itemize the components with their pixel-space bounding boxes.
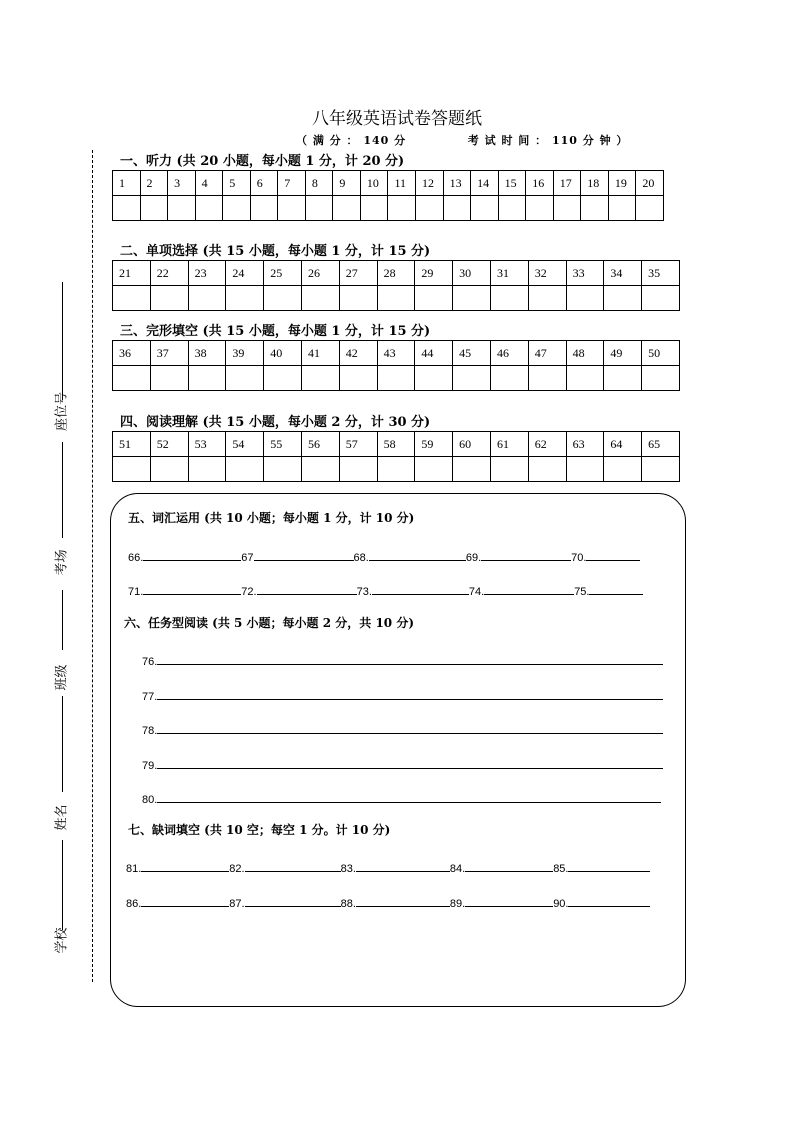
answer-cell[interactable] xyxy=(339,457,377,482)
exam-info xyxy=(296,132,628,148)
answer-blank[interactable] xyxy=(465,896,553,907)
blank-number-label: 89. xyxy=(449,898,466,910)
question-number-cell: 34 xyxy=(604,261,642,286)
question-number-cell: 30 xyxy=(453,261,491,286)
answer-blank[interactable] xyxy=(586,550,640,561)
question-number-cell: 12 xyxy=(416,171,444,196)
page-title: 八年级英语试卷答题纸 xyxy=(312,109,482,129)
question-number-cell: 46 xyxy=(490,341,528,366)
answer-cell[interactable] xyxy=(490,286,528,311)
answer-cell[interactable] xyxy=(360,196,388,221)
blank-number-label: 71. xyxy=(128,586,144,598)
question-number-cell: 36 xyxy=(113,341,151,366)
answer-cell[interactable] xyxy=(377,366,415,391)
question-number-cell: 55 xyxy=(264,432,302,457)
answer-cell[interactable] xyxy=(264,457,302,482)
question-number-cell: 41 xyxy=(301,341,339,366)
answer-blank[interactable] xyxy=(143,584,241,595)
answer-cell[interactable] xyxy=(526,196,554,221)
answer-cell[interactable] xyxy=(642,366,680,391)
answer-cell[interactable] xyxy=(415,286,453,311)
blank-number-label: 73. xyxy=(356,586,372,598)
blank-number-label: 83. xyxy=(340,863,356,875)
answer-cell[interactable] xyxy=(604,457,642,482)
question-number-cell: 1 xyxy=(113,171,141,196)
task-reading-line xyxy=(142,719,663,754)
answer-blank[interactable] xyxy=(372,584,469,595)
answer-cell[interactable] xyxy=(333,196,361,221)
answer-cell[interactable] xyxy=(188,366,226,391)
answer-cell[interactable] xyxy=(443,196,471,221)
blank-number-label: 88. xyxy=(340,898,356,910)
answer-cell[interactable] xyxy=(188,286,226,311)
section-6-lines xyxy=(142,650,663,823)
answer-cell[interactable] xyxy=(301,286,339,311)
question-number-cell: 29 xyxy=(415,261,453,286)
full-score: （ 满 分 ： 140 分 xyxy=(296,134,407,147)
answer-cell[interactable] xyxy=(453,457,491,482)
section-6-title: 六、任务型阅读 (共 5 小题；每小题 2 分，共 10 分) xyxy=(124,616,414,630)
answer-cell[interactable] xyxy=(113,286,151,311)
answer-cell[interactable] xyxy=(453,366,491,391)
blank-number-label: 77. xyxy=(142,690,158,703)
answer-blank[interactable] xyxy=(481,550,571,561)
answer-blank[interactable] xyxy=(245,896,341,907)
question-number-cell: 37 xyxy=(150,341,188,366)
question-number-cell: 45 xyxy=(453,341,491,366)
blank-number-label: 70. xyxy=(571,552,587,564)
answer-blank[interactable] xyxy=(143,550,241,561)
answer-blank[interactable] xyxy=(157,792,661,803)
answer-blank[interactable] xyxy=(369,550,466,561)
section-7-row-2 xyxy=(126,892,650,911)
answer-cell[interactable] xyxy=(168,196,196,221)
answer-cell[interactable] xyxy=(226,366,264,391)
exam-room-line xyxy=(62,442,63,538)
answer-cell[interactable] xyxy=(339,366,377,391)
answer-cell[interactable] xyxy=(604,366,642,391)
question-number-cell: 4 xyxy=(195,171,223,196)
question-number-cell: 22 xyxy=(150,261,188,286)
question-number-cell: 44 xyxy=(415,341,453,366)
question-number-cell: 16 xyxy=(526,171,554,196)
question-number-cell: 32 xyxy=(528,261,566,286)
question-number-cell: 57 xyxy=(339,432,377,457)
section-2-answer-grid xyxy=(112,260,680,311)
answer-cell[interactable] xyxy=(223,196,251,221)
question-number-cell: 60 xyxy=(453,432,491,457)
answer-cell[interactable] xyxy=(195,196,223,221)
question-number-cell: 13 xyxy=(443,171,471,196)
answer-cell[interactable] xyxy=(415,366,453,391)
question-number-cell: 49 xyxy=(604,341,642,366)
answer-cell[interactable] xyxy=(498,196,526,221)
question-number-cell: 18 xyxy=(581,171,609,196)
answer-cell[interactable] xyxy=(301,366,339,391)
blank-number-label: 75. xyxy=(574,586,590,598)
answer-cell[interactable] xyxy=(604,286,642,311)
section-2-title: 二、单项选择 (共 15 小题，每小题 1 分，计 15 分) xyxy=(120,244,431,259)
question-number-cell: 25 xyxy=(264,261,302,286)
answer-cell[interactable] xyxy=(150,366,188,391)
question-number-cell: 14 xyxy=(471,171,499,196)
answer-cell[interactable] xyxy=(581,196,609,221)
school-label: 学校 xyxy=(54,927,70,954)
section-5-row-2 xyxy=(128,580,643,599)
question-number-cell: 5 xyxy=(223,171,251,196)
blank-number-label: 82. xyxy=(229,863,245,875)
answer-blank[interactable] xyxy=(245,861,341,872)
blank-number-label: 80. xyxy=(142,794,158,806)
question-number-cell: 17 xyxy=(553,171,581,196)
question-number-cell: 53 xyxy=(188,432,226,457)
question-number-cell: 59 xyxy=(415,432,453,457)
answer-cell[interactable] xyxy=(305,196,333,221)
answer-cell[interactable] xyxy=(566,457,604,482)
question-number-cell: 65 xyxy=(642,432,680,457)
answer-cell[interactable] xyxy=(471,196,499,221)
answer-blank[interactable] xyxy=(356,896,450,907)
question-number-cell: 20 xyxy=(636,171,664,196)
section-3-answer-grid xyxy=(112,340,680,391)
section-5-title: 五、词汇运用 (共 10 小题；每小题 1 分，计 10 分) xyxy=(128,511,415,525)
exam-time: 考 试 时 间 ： 110 分 钟 ） xyxy=(467,134,629,147)
class-label: 班级 xyxy=(54,664,70,691)
section-3-title: 三、完形填空 (共 15 小题，每小题 1 分，计 15 分) xyxy=(120,324,431,339)
blank-number-label: 86. xyxy=(126,898,142,910)
question-number-cell: 64 xyxy=(604,432,642,457)
section-4-answer-grid xyxy=(112,431,680,482)
blank-number-label: 67 xyxy=(241,552,254,564)
question-number-cell: 24 xyxy=(226,261,264,286)
section-7-title: 七、缺词填空 (共 10 空；每空 1 分。计 10 分) xyxy=(128,823,391,837)
question-number-cell: 52 xyxy=(150,432,188,457)
blank-number-label: 85. xyxy=(553,863,569,875)
blank-number-label: 78. xyxy=(142,725,158,737)
answer-cell[interactable] xyxy=(250,196,278,221)
section-4-title: 四、阅读理解 (共 15 小题，每小题 2 分，计 30 分) xyxy=(120,415,431,430)
seat-number-label: 座位号 xyxy=(54,392,70,432)
question-number-cell: 42 xyxy=(339,341,377,366)
blank-number-label: 79. xyxy=(142,759,158,772)
question-number-cell: 62 xyxy=(528,432,566,457)
question-number-cell: 23 xyxy=(188,261,226,286)
answer-cell[interactable] xyxy=(226,286,264,311)
question-number-cell: 21 xyxy=(113,261,151,286)
answer-cell[interactable] xyxy=(553,196,581,221)
answer-cell[interactable] xyxy=(415,457,453,482)
section-1-answer-grid xyxy=(112,170,664,221)
question-number-cell: 27 xyxy=(339,261,377,286)
question-number-cell: 19 xyxy=(608,171,636,196)
answer-cell[interactable] xyxy=(301,457,339,482)
question-number-cell: 9 xyxy=(333,171,361,196)
answer-cell[interactable] xyxy=(636,196,664,221)
section-7-row-1 xyxy=(126,857,650,876)
answer-blank[interactable] xyxy=(484,584,574,595)
blank-number-label: 87. xyxy=(229,898,245,910)
answer-cell[interactable] xyxy=(642,457,680,482)
blank-number-label: 74. xyxy=(468,586,485,598)
answer-cell[interactable] xyxy=(264,366,302,391)
question-number-cell: 47 xyxy=(528,341,566,366)
question-number-cell: 10 xyxy=(360,171,388,196)
answer-blank[interactable] xyxy=(157,758,663,769)
answer-cell[interactable] xyxy=(377,457,415,482)
section-5-row-1 xyxy=(128,546,640,565)
answer-cell[interactable] xyxy=(113,457,151,482)
question-number-cell: 38 xyxy=(188,341,226,366)
answer-cell[interactable] xyxy=(453,286,491,311)
question-number-cell: 35 xyxy=(642,261,680,286)
question-number-cell: 58 xyxy=(377,432,415,457)
name-label: 姓名 xyxy=(54,804,70,831)
answer-cell[interactable] xyxy=(528,286,566,311)
answer-cell[interactable] xyxy=(188,457,226,482)
name-line xyxy=(62,696,63,792)
question-number-cell: 28 xyxy=(377,261,415,286)
answer-cell[interactable] xyxy=(113,366,151,391)
answer-cell[interactable] xyxy=(490,457,528,482)
answer-cell[interactable] xyxy=(566,286,604,311)
blank-number-label: 76. xyxy=(142,656,158,668)
blank-number-label: 72. xyxy=(241,586,257,598)
blank-number-label: 90. xyxy=(553,898,569,910)
task-reading-line xyxy=(142,788,663,823)
answer-blank[interactable] xyxy=(157,689,663,700)
answer-cell[interactable] xyxy=(140,196,168,221)
answer-cell[interactable] xyxy=(528,366,566,391)
answer-cell[interactable] xyxy=(150,457,188,482)
task-reading-line xyxy=(142,650,663,685)
question-number-cell: 39 xyxy=(226,341,264,366)
answer-cell[interactable] xyxy=(608,196,636,221)
blank-number-label: 84. xyxy=(449,863,466,875)
question-number-cell: 43 xyxy=(377,341,415,366)
question-number-cell: 61 xyxy=(490,432,528,457)
answer-blank[interactable] xyxy=(157,723,663,734)
question-number-cell: 11 xyxy=(388,171,416,196)
question-number-cell: 31 xyxy=(490,261,528,286)
task-reading-line xyxy=(142,754,663,789)
answer-blank[interactable] xyxy=(356,861,450,872)
blank-number-label: 68. xyxy=(353,552,369,564)
blank-number-label: 81. xyxy=(126,863,142,875)
answer-cell[interactable] xyxy=(226,457,264,482)
answer-cell[interactable] xyxy=(150,286,188,311)
question-number-cell: 2 xyxy=(140,171,168,196)
answer-cell[interactable] xyxy=(388,196,416,221)
answer-blank[interactable] xyxy=(257,584,357,595)
question-number-cell: 3 xyxy=(168,171,196,196)
answer-blank[interactable] xyxy=(465,861,553,872)
question-number-cell: 26 xyxy=(301,261,339,286)
answer-cell[interactable] xyxy=(113,196,141,221)
answer-blank[interactable] xyxy=(568,861,650,872)
answer-cell[interactable] xyxy=(642,286,680,311)
binding-line xyxy=(92,150,93,982)
question-number-cell: 33 xyxy=(566,261,604,286)
answer-cell[interactable] xyxy=(377,286,415,311)
question-number-cell: 6 xyxy=(250,171,278,196)
answer-cell[interactable] xyxy=(490,366,528,391)
answer-blank[interactable] xyxy=(568,896,650,907)
blank-number-label: 66. xyxy=(128,552,144,564)
question-number-cell: 54 xyxy=(226,432,264,457)
question-number-cell: 50 xyxy=(642,341,680,366)
section-1-title: 一、听力 (共 20 小题，每小题 1 分，计 20 分) xyxy=(120,154,405,169)
answer-blank[interactable] xyxy=(589,584,643,595)
answer-blank[interactable] xyxy=(157,654,663,665)
answer-cell[interactable] xyxy=(278,196,306,221)
answer-blank[interactable] xyxy=(254,550,354,561)
question-number-cell: 56 xyxy=(301,432,339,457)
question-number-cell: 15 xyxy=(498,171,526,196)
answer-cell[interactable] xyxy=(264,286,302,311)
answer-cell[interactable] xyxy=(339,286,377,311)
answer-cell[interactable] xyxy=(528,457,566,482)
question-number-cell: 8 xyxy=(305,171,333,196)
class-line xyxy=(62,590,63,650)
answer-cell[interactable] xyxy=(416,196,444,221)
answer-cell[interactable] xyxy=(566,366,604,391)
question-number-cell: 48 xyxy=(566,341,604,366)
blank-number-label: 69. xyxy=(465,552,482,564)
question-number-cell: 7 xyxy=(278,171,306,196)
task-reading-line xyxy=(142,685,663,720)
answer-blank[interactable] xyxy=(141,896,229,907)
question-number-cell: 63 xyxy=(566,432,604,457)
answer-blank[interactable] xyxy=(141,861,229,872)
question-number-cell: 40 xyxy=(264,341,302,366)
exam-room-label: 考场 xyxy=(54,549,70,576)
question-number-cell: 51 xyxy=(113,432,151,457)
